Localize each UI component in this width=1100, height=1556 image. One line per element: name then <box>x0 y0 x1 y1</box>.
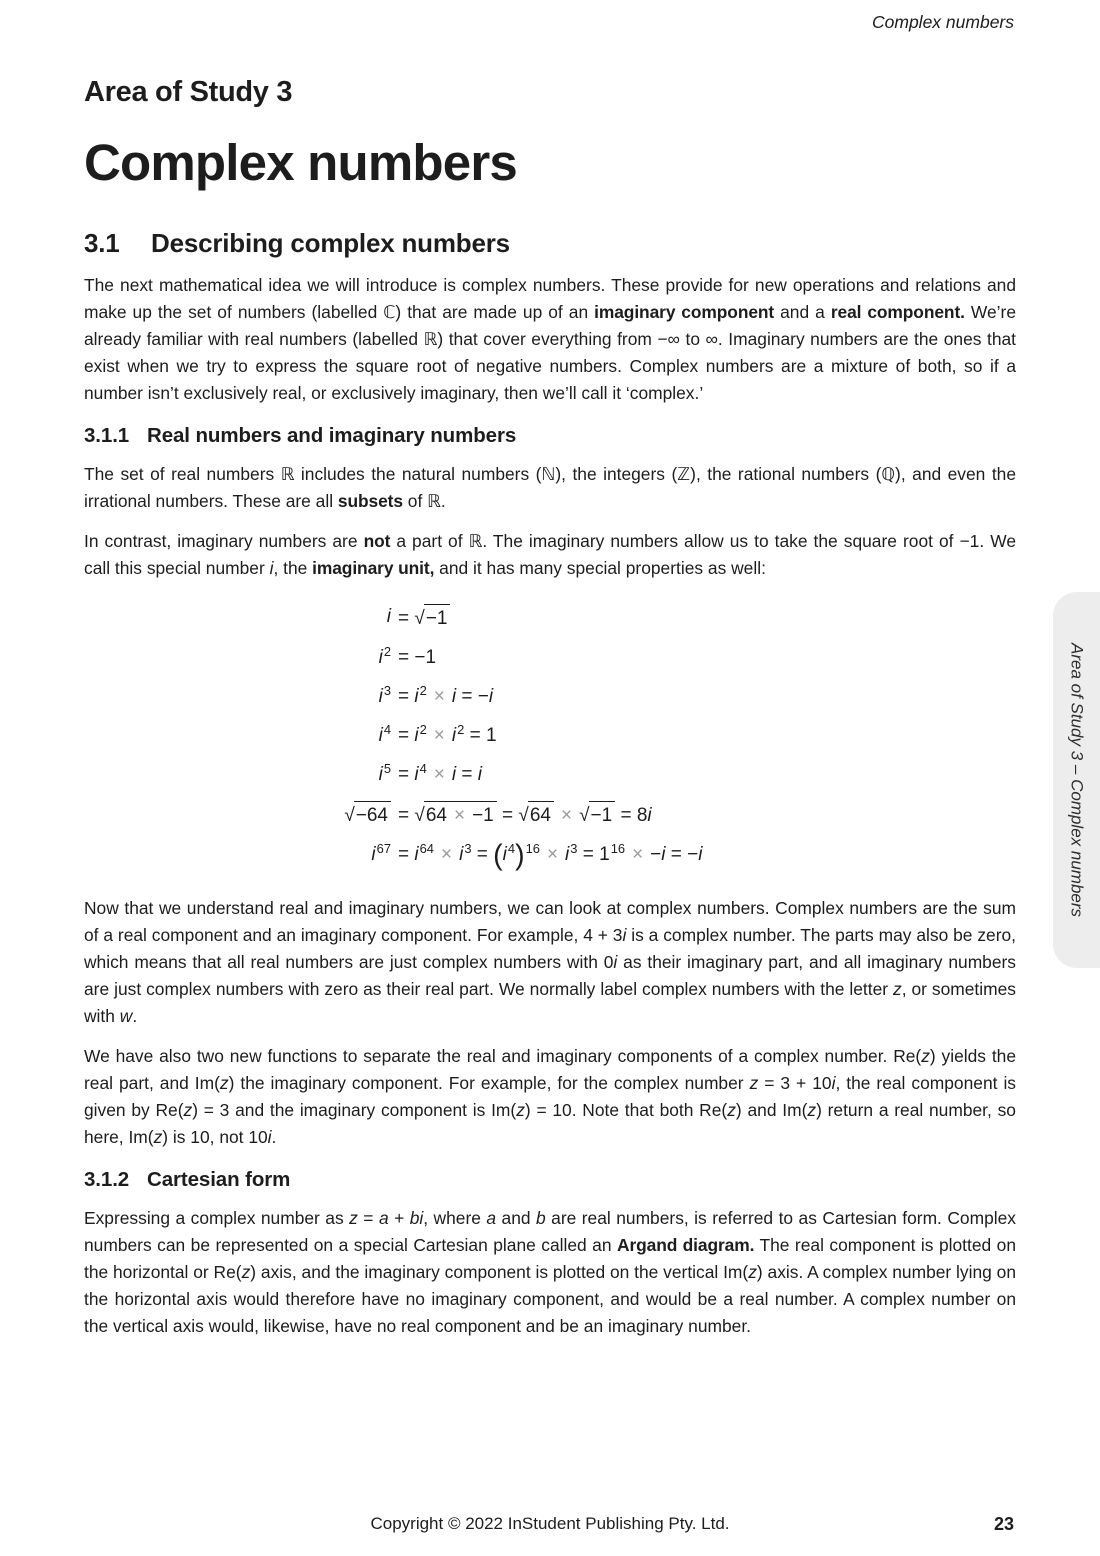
multiplication-sign: × <box>433 764 445 785</box>
section-title: Describing complex numbers <box>151 228 510 258</box>
equation-lhs <box>84 801 391 829</box>
equation-rhs: = $i^2 \times i = -i$ <box>398 682 494 707</box>
square-root: √64 × −1 <box>414 801 496 829</box>
multiplication-sign: × <box>453 805 466 826</box>
chapter-side-tab-label: Area of Study 3 – Complex numbers <box>1067 642 1087 918</box>
square-root: √−1 <box>579 801 615 829</box>
section-3-1-heading <box>84 228 1016 259</box>
square-root: √64 <box>518 801 554 829</box>
square-root: √−1 <box>414 604 450 632</box>
section-title: Real numbers and imaginary numbers <box>147 424 517 447</box>
paragraph-imaginary-contrast: In contrast, imaginary numbers are not a part of ℝ. The imaginary numbers allow us to take the square root of −1. We call this special number i, the imaginary unit, and it has many special properties as well: <box>84 531 1016 578</box>
equation-rhs: = √−1 <box>398 604 703 632</box>
paragraph-intro: The next mathematical idea we will introduce is complex numbers. These provide for new operations and relations and make up the set of numbers (labelled ℂ) that are made up of an imaginary component and a real component. We’re already familiar with real numbers (labelled ℝ) that cover everything from −∞ to ∞. Imaginary numbers are the ones that exist when we try to express the square root of negative numbers. Complex numbers are a mixture of both, so if a number isn’t exclusively real, or exclusively imaginary, then we’ll call it ‘complex.’ <box>84 275 1016 403</box>
paragraph-cartesian-form: Expressing a complex number as z = a + bi, where a and b are real numbers, is referred to as Cartesian form. Complex numbers can be represented on a special Cartesian plane called an Argand diagram. The real component is plotted on the horizontal or Re(z) axis, and the imaginary component is plotted on the vertical Im(z) axis. A complex number lying on the horizontal axis would therefore have no imaginary component, and would be a real number. A complex number on the vertical axis would, likewise, have no real component and be an imaginary number. <box>84 1207 1017 1336</box>
page-content <box>84 0 1016 1340</box>
paragraph-real-numbers: The set of real numbers ℝ includes the natural numbers (ℕ), the integers (ℤ), the rational numbers (ℚ), and even the irrational numbers. These are all subsets of ℝ. <box>84 464 1016 511</box>
section-3-1-2-heading <box>84 1168 1016 1192</box>
equation-lhs: i <box>386 606 391 627</box>
page-title: Complex numbers <box>84 134 517 191</box>
section-3-1-1-heading <box>84 424 1016 448</box>
equation-lhs: $i^{67}$ <box>371 840 391 865</box>
section-number: 3.1 <box>84 228 120 258</box>
equation-rhs: = $i^{64} \times i^3 = (i^4)^{16} \times i^3 = 1^{16} \times -i = -i$ <box>398 839 703 872</box>
equation-block <box>84 604 1016 872</box>
section-number: 3.1.1 <box>84 424 130 447</box>
copyright-text: Copyright © 2022 InStudent Publishing Pty. Ltd. <box>370 1514 730 1533</box>
paragraph-complex-numbers: Now that we understand real and imaginary numbers, we can look at complex numbers. Complex numbers are the sum of a real component and an imaginary component. For example, 4 + 3i is a complex number. The parts may also be zero, which means that all real numbers are just complex numbers with 0i as their imaginary part, and all imaginary numbers are just complex numbers with zero as their real part. We normally label complex numbers with the letter z, or sometimes with w. <box>84 897 1017 1026</box>
multiplication-sign: × <box>546 844 559 865</box>
equation-lhs: $i^4$ <box>378 721 391 746</box>
equation-lhs: $i^3$ <box>378 682 391 707</box>
multiplication-sign: × <box>433 686 445 707</box>
area-of-study-kicker: Area of Study 3 <box>84 76 293 108</box>
page-footer <box>0 1514 1100 1544</box>
equation-lhs: $i^5$ <box>378 760 391 785</box>
equation-rhs: = $i^2 \times i^2 = 1$ <box>398 721 497 746</box>
section-number: 3.1.2 <box>84 1167 130 1191</box>
paragraph-re-im-functions: We have also two new functions to separate the real and imaginary components of a complex number. Re(z) yields the real part, and Im(z) the imaginary component. For example, for the complex number z = 3 + 10i, the real component is given by Re(z) = 3 and the imaginary component is Im(z) = 10. Note that both Re(z) and Im(z) return a real number, so here, Im(z) is 10, not 10i. <box>84 1045 1017 1147</box>
running-header: Complex numbers <box>872 12 1014 32</box>
multiplication-sign: × <box>560 805 573 826</box>
multiplication-sign: × <box>440 844 453 865</box>
equation-rhs: = −1 <box>398 647 437 668</box>
page-number: 23 <box>993 1514 1014 1534</box>
equation-lhs: $i^2$ <box>378 643 391 668</box>
square-root: √−64 <box>344 801 391 829</box>
equation-rhs: = √64 × −1 = √64 × √−1 = 8i <box>398 801 703 829</box>
equation-rhs: = $i^4 \times i = i$ <box>398 760 483 785</box>
multiplication-sign: × <box>433 725 445 746</box>
chapter-side-tab <box>1053 592 1100 968</box>
section-title: Cartesian form <box>147 1167 291 1191</box>
multiplication-sign: × <box>632 844 644 865</box>
